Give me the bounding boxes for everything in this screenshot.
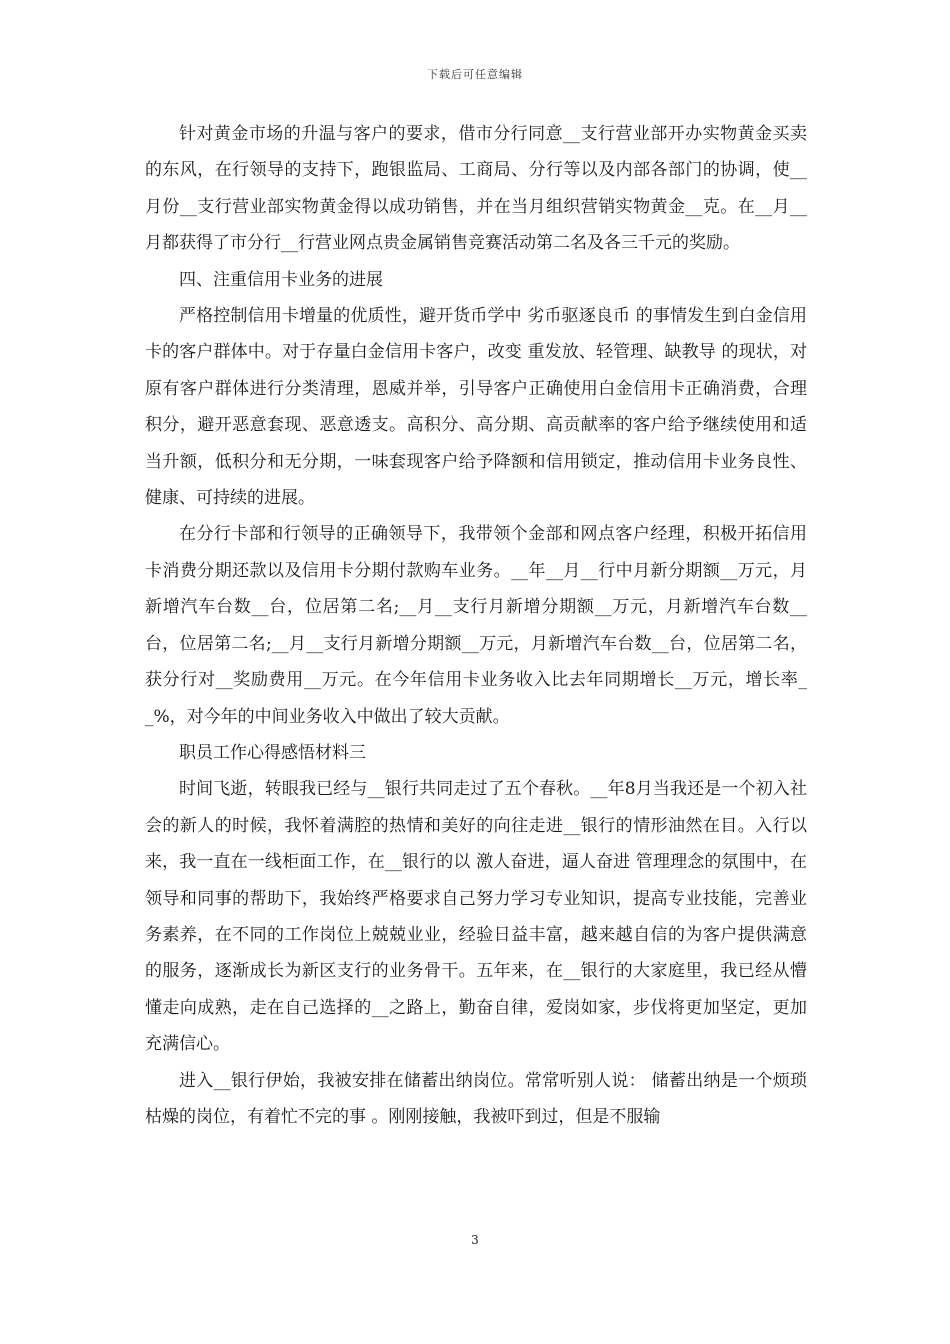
paragraph-gold-sales: 针对黄金市场的升温与客户的要求，借市分行同意__支行营业部开办实物黄金买卖的东风，在行领导的支持下，跑银监局、工商局、分行等以及内部各部门的协调，使__月份__支行营业部实物黄金得以成功销售，并在当月组织营销实物黄金__克。在__月__月都获得了市分行__行营业网点贵金属销售竞赛活动第二名及各三千元的奖励。: [145, 124, 807, 254]
paragraph-credit-card-control: 严格控制信用卡增量的优质性，避开货币学中 劣币驱逐良币 的事情发生到白金信用卡的客户群体中。对于存量白金信用卡客户，改变 重发放、轻管理、缺教导 的现状，对原有客户群体进行分类清理，恩威并举，引导客户正确使用白金信用卡正确消费，合理积分，避开恶意套现、恶意透支。高积分、高分期、高贡献率的客户给予继续使用和适当升额，低积分和无分期，一味套现客户给予降额和信用锁定，推动信用卡业务良性、健康、可持续的进展。: [145, 306, 807, 509]
page-header: 下载后可任意编辑: [427, 68, 523, 81]
paragraph-installment-business: 在分行卡部和行领导的正确领导下，我带领个金部和网点客户经理，积极开拓信用卡消费分期还款以及信用卡分期付款购车业务。__年__月__行中月新分期额__万元，月新增汽车台数__台，位居第二名;__月__支行月新增分期额__万元，月新增汽车台数__台，位居第二名;__月__支行月新增分期额__万元，月新增汽车台数__台，位居第二名，获分行对__奖励费用__万元。在今年信用卡业务收入比去年同期增长__万元，增长率__%，对今年的中间业务收入中做出了较大贡献。: [145, 524, 807, 727]
document-body: [145, 116, 807, 1135]
paragraph-teller-position: 进入__银行伊始，我被安排在储蓄出纳岗位。常常听别人说： 储蓄出纳是一个烦琐枯燥的岗位，有着忙不完的事 。刚刚接触，我被吓到过，但是不服输: [145, 1070, 807, 1127]
paragraph-five-years: 时间飞逝，转眼我已经与__银行共同走过了五个春秋。__年8月当我还是一个初入社会的新人的时候，我怀着满腔的热情和美好的向往走进__银行的情形油然在目。入行以来，我一直在一线柜面工作，在__银行的以 激人奋进，逼人奋进 管理理念的氛围中，在领导和同事的帮助下，我始终严格要求自己努力学习专业知识，提高专业技能，完善业务素养，在不同的工作岗位上兢兢业业，经验日益丰富，越来越自信的为客户提供满意的服务，逐渐成长为新区支行的业务骨干。五年来，在__银行的大家庭里，我已经从懵懂走向成熟，走在自己选择的__之路上，勤奋自律，爱岗如家，步伐将更加坚定，更加充满信心。: [145, 779, 807, 1055]
page-number: 3: [471, 1233, 479, 1247]
section-heading-credit-card: 四、注重信用卡业务的进展: [179, 269, 383, 290]
section-heading-material-three: 职员工作心得感悟材料三: [179, 742, 366, 763]
